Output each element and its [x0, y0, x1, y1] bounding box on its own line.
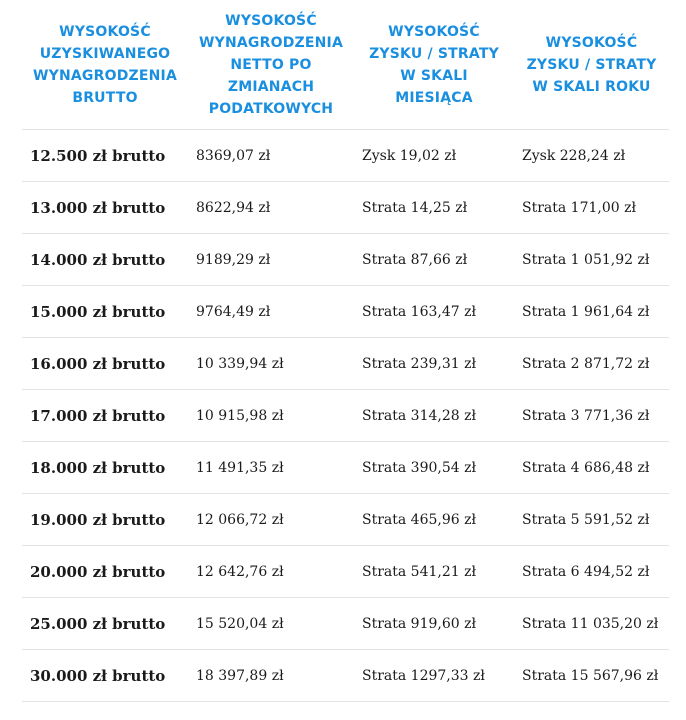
header-gross-salary: WYSOKOŚĆ UZYSKIWANEGO WYNAGRODZENIA BRUTTO: [22, 0, 188, 130]
cell-yearly: Strata 11 035,20 zł: [514, 598, 669, 650]
header-row: [22, 0, 669, 130]
cell-monthly: Strata 465,96 zł: [354, 494, 514, 546]
cell-net: 12 642,76 zł: [188, 546, 354, 598]
cell-net: 9189,29 zł: [188, 234, 354, 286]
cell-gross: 30.000 zł brutto: [22, 650, 188, 702]
cell-gross: 19.000 zł brutto: [22, 494, 188, 546]
cell-net: 9764,49 zł: [188, 286, 354, 338]
header-net-salary: WYSOKOŚĆ WYNAGRODZENIA NETTO PO ZMIANACH PODATKOWYCH: [188, 0, 354, 130]
cell-monthly: Strata 14,25 zł: [354, 182, 514, 234]
cell-monthly: Strata 1297,33 zł: [354, 650, 514, 702]
cell-yearly: Strata 1 051,92 zł: [514, 234, 669, 286]
cell-monthly: Strata 163,47 zł: [354, 286, 514, 338]
cell-monthly: Strata 314,28 zł: [354, 390, 514, 442]
cell-yearly: Strata 1 961,64 zł: [514, 286, 669, 338]
cell-yearly: Strata 5 591,52 zł: [514, 494, 669, 546]
table-row: [22, 442, 669, 494]
cell-gross: 13.000 zł brutto: [22, 182, 188, 234]
cell-net: 11 491,35 zł: [188, 442, 354, 494]
cell-monthly: Zysk 19,02 zł: [354, 130, 514, 182]
cell-net: 10 339,94 zł: [188, 338, 354, 390]
cell-gross: 17.000 zł brutto: [22, 390, 188, 442]
table-row: [22, 182, 669, 234]
cell-monthly: Strata 239,31 zł: [354, 338, 514, 390]
cell-yearly: Strata 171,00 zł: [514, 182, 669, 234]
cell-yearly: Zysk 228,24 zł: [514, 130, 669, 182]
table-header: [22, 0, 669, 130]
table-row: [22, 494, 669, 546]
table-row: [22, 338, 669, 390]
cell-gross: 18.000 zł brutto: [22, 442, 188, 494]
table-row: [22, 286, 669, 338]
cell-net: 8369,07 zł: [188, 130, 354, 182]
cell-net: 10 915,98 zł: [188, 390, 354, 442]
cell-gross: 12.500 zł brutto: [22, 130, 188, 182]
cell-yearly: Strata 4 686,48 zł: [514, 442, 669, 494]
cell-yearly: Strata 2 871,72 zł: [514, 338, 669, 390]
cell-gross: 20.000 zł brutto: [22, 546, 188, 598]
cell-net: 15 520,04 zł: [188, 598, 354, 650]
header-monthly-change: WYSOKOŚĆ ZYSKU / STRATY W SKALI MIESIĄCA: [354, 0, 514, 130]
cell-gross: 25.000 zł brutto: [22, 598, 188, 650]
cell-net: 8622,94 zł: [188, 182, 354, 234]
table-row: [22, 650, 669, 702]
cell-gross: 16.000 zł brutto: [22, 338, 188, 390]
cell-monthly: Strata 390,54 zł: [354, 442, 514, 494]
cell-yearly: Strata 15 567,96 zł: [514, 650, 669, 702]
table-row: [22, 390, 669, 442]
table-row: [22, 598, 669, 650]
salary-comparison-table: [22, 0, 669, 702]
table-body: [22, 130, 669, 702]
cell-net: 18 397,89 zł: [188, 650, 354, 702]
cell-yearly: Strata 6 494,52 zł: [514, 546, 669, 598]
cell-monthly: Strata 919,60 zł: [354, 598, 514, 650]
cell-yearly: Strata 3 771,36 zł: [514, 390, 669, 442]
cell-net: 12 066,72 zł: [188, 494, 354, 546]
cell-monthly: Strata 87,66 zł: [354, 234, 514, 286]
table-row: [22, 234, 669, 286]
cell-monthly: Strata 541,21 zł: [354, 546, 514, 598]
header-yearly-change: WYSOKOŚĆ ZYSKU / STRATY W SKALI ROKU: [514, 0, 669, 130]
cell-gross: 14.000 zł brutto: [22, 234, 188, 286]
cell-gross: 15.000 zł brutto: [22, 286, 188, 338]
table-row: [22, 130, 669, 182]
table-row: [22, 546, 669, 598]
